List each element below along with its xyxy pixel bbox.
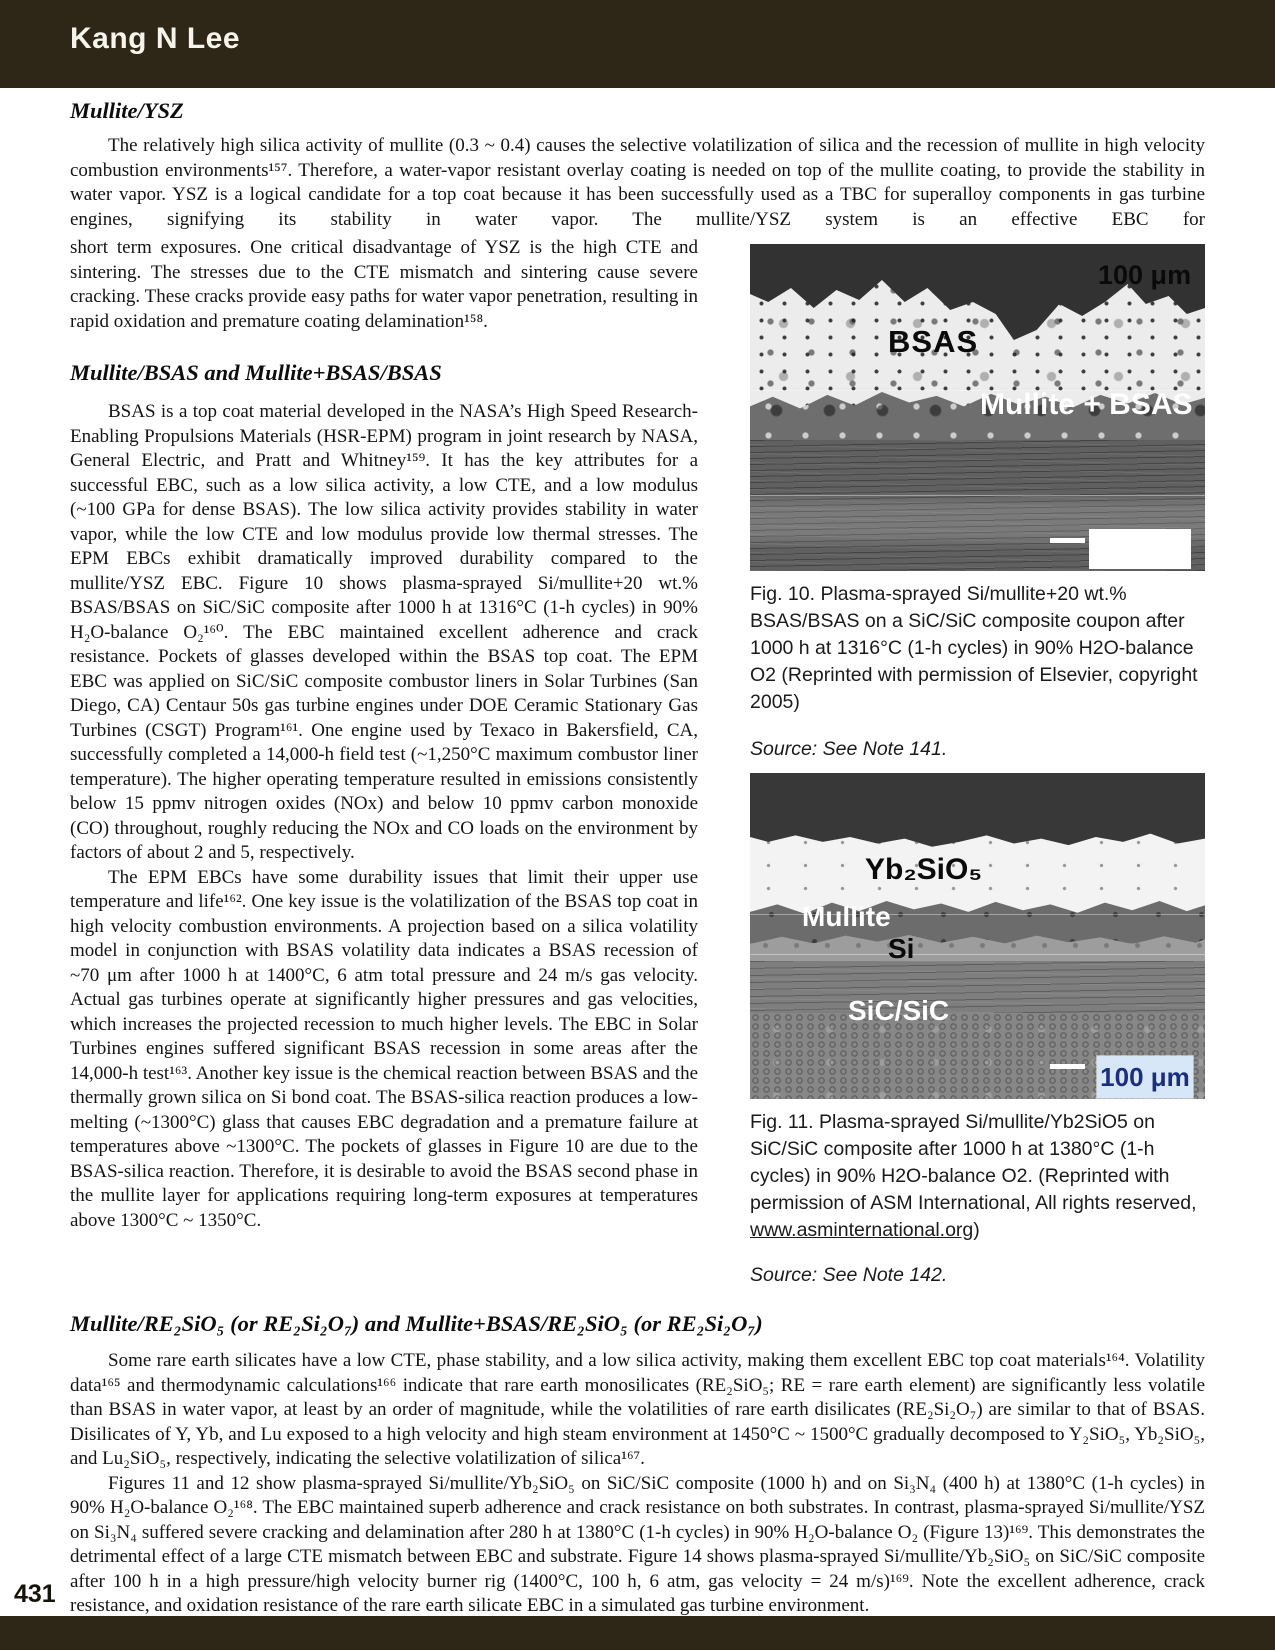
- paragraph-re-2: Figures 11 and 12 show plasma-sprayed Si/mullite/Yb₂SiO₅ on SiC/SiC composite (1000 h) and on Si₃N₄ (400 h) at 1380°C (1-h cycles) in 90% H₂O-balance O₂¹⁶⁸. The EBC maintained superb adherence and crack resistance on both substrates. In contrast, plasma-sprayed Si/mullite/YSZ on Si₃N₄ suffered severe cracking and delamination after 280 h at 1380°C (1-h cycles) in 90% H₂O-balance O₂ (Figure 13)¹⁶⁹. This demonstrates the detrimental effect of a large CTE mismatch between EBC and substrate. Figure 14 shows plasma-sprayed Si/mullite/Yb₂SiO₅ on SiC/SiC composite after 100 h in a high pressure/high velocity burner rig (1400°C, 100 h, 6 atm, gas velocity = 24 m/s)¹⁶⁹. Note the excellent adherence, crack resistance, and oxidation resistance of the rare earth silicate EBC in a simulated gas turbine environment.: [70, 1472, 1205, 1616]
- section-title-re-silicates: Mullite/RE₂SiO₅ (or RE₂Si₂O₇) and Mullite+BSAS/RE₂SiO₅ (or RE₂Si₂O₇): [70, 1311, 763, 1336]
- layer-label-bsas: BSAS: [888, 324, 979, 359]
- author-name: Kang N Lee: [70, 22, 241, 55]
- header-band: [0, 0, 1275, 88]
- paragraph-bsas-1: BSAS is a top coat material developed in the NASA’s High Speed Research-Enabling Propulsions Materials (HSR-EPM) program in joint research by NASA, General Electric, and Pratt and Whitney¹⁵⁹. It has the key attributes for a successful EBC, such as a low silica activity, a low CTE, and a low modulus (~100 GPa for dense BSAS). The low silica activity provides stability in water vapor, while the low CTE and low modulus provide low thermal stresses. The EPM EBCs exhibit dramatically improved durability compared to the mullite/YSZ EBC. Figure 10 shows plasma-sprayed Si/mullite+20 wt.% BSAS/BSAS on SiC/SiC composite after 1000 h at 1316°C (1-h cycles) in 90% H₂O-balance O₂¹⁶⁰. The EBC maintained excellent adherence and crack resistance. Pockets of glasses developed within the BSAS top coat. The EPM EBC was applied on SiC/SiC composite combustor liners in Solar Turbines (San Diego, CA) Centaur 50s gas turbine engines under DOE Ceramic Stationary Gas Turbines (CSGT) Program¹⁶¹. One engine used by Texaco in Bakersfield, CA, successfully completed a 14,000-h field test (~1,250°C maximum combustor liner temperature). The higher operating temperature resulted in emissions consistently below 15 ppmv nitrogen oxides (NOx) and below 10 ppmv carbon monoxide (CO) throughout, roughly reducing the NOx and CO loads on the environment by factors of about 2 and 5, respectively.: [70, 401, 698, 863]
- paragraph-bsas-2: The EPM EBCs have some durability issues that limit their upper use temperature and life¹⁶². One key issue is the volatilization of the BSAS top coat in high velocity combustion environments. A projection based on a silica volatility model in conjunction with BSAS volatility data indicates a BSAS recession of ~70 μm after 1000 h at 1400°C, 6 atm total pressure and 24 m/s gas velocity. Actual gas turbines operate at significantly higher pressures and gas velocities, which increases the projected recession to much higher levels. The EBC in Solar Turbines engines suffered significant BSAS recession in some areas after the 14,000-h test¹⁶³. Another key issue is the chemical reaction between BSAS and the thermally grown silica on Si bond coat. The BSAS-silica reaction produces a low-melting (~1300°C) glass that causes EBC degradation and a premature failure at temperatures above ~1300°C. The pockets of glasses in Figure 10 are due to the BSAS-silica reaction. Therefore, it is desirable to avoid the BSAS second phase in the mullite layer for applications requiring long-term exposures at temperatures above 1300°C ~ 1350°C.: [70, 866, 698, 1231]
- left-text-column: [70, 236, 698, 1287]
- figure-10-micrograph: [750, 244, 1205, 571]
- layer-label-sic-sic: SiC/SiC: [848, 995, 950, 1026]
- page-content: [70, 88, 1205, 1619]
- figure-11-caption-close: ): [973, 1219, 980, 1241]
- paragraph-re-1: Some rare earth silicates have a low CTE, phase stability, and a low silica activity, making them excellent EBC top coat materials¹⁶⁴. Volatility data¹⁶⁵ and thermodynamic calculations¹⁶⁶ indicate that rare earth monosilicates (RE₂SiO₅; RE = rare earth element) are significantly less volatile than BSAS in water vapor, at least by an order of magnitude, while the volatilities of rare earth disilicates (RE₂Si₂O₇) are similar to that of BSAS. Disilicates of Y, Yb, and Lu exposed to a high velocity and high steam environment at 1450°C ~ 1500°C gradually decomposed to Y₂SiO₅, Yb₂SiO₅, and Lu₂SiO₅, respectively, indicating the selective volatilization of silica¹⁶⁷.: [70, 1350, 1205, 1469]
- footer-band: [0, 1616, 1275, 1650]
- section-title-mullite-bsas: Mullite/BSAS and Mullite+BSAS/BSAS: [70, 360, 442, 385]
- scale-bar: [1050, 1064, 1085, 1069]
- artifact-hairline: [750, 495, 1205, 496]
- figure-column: [750, 236, 1205, 1287]
- layer-label-si: Si: [888, 933, 915, 964]
- figure-11-substrate-laminate: [750, 961, 1205, 1019]
- section-title-mullite-ysz: Mullite/YSZ: [70, 98, 184, 123]
- layer-label-mullite-bsas: Mullite + BSAS: [980, 388, 1193, 421]
- source-note-141: Source: See Note 141.: [750, 738, 948, 760]
- layer-label-mullite: Mullite: [802, 901, 891, 932]
- paragraph-mullite-ysz-intro: The relatively high silica activity of mullite (0.3 ~ 0.4) causes the selective volatilization of silica and the recession of mullite in high velocity combustion environments¹⁵⁷. Therefore, a water-vapor resistant overlay coating is needed on top of the mullite coating, to provide the stability in water vapor. YSZ is a logical candidate for a top coat because it has been successfully used as a TBC for superalloy components in gas turbine engines, signifying its stability in water vapor. The mullite/YSZ system is an effective EBC for: [70, 135, 1205, 230]
- figure-11-micrograph: [750, 773, 1205, 1099]
- blank-label-box: [1089, 529, 1191, 569]
- scale-label-box: [1097, 1056, 1193, 1098]
- scale-bar: [1050, 538, 1085, 543]
- figure-11-caption-text: Fig. 11. Plasma-sprayed Si/mullite/Yb2SiO5 on SiC/SiC composite after 1000 h at 1380°C (1-h cycles) in 90% H2O-balance O2. (Reprinted with permission of ASM International, All rights reserved,: [750, 1111, 1197, 1214]
- scale-label: 100 μm: [1100, 1061, 1190, 1092]
- page-number: 431: [14, 1580, 56, 1608]
- paragraph-mullite-ysz-wrap: short term exposures. One critical disadvantage of YSZ is the high CTE and sintering. The stresses due to the CTE mismatch and sintering cause severe cracking. These cracks provide easy paths for water vapor penetration, resulting in rapid oxidation and premature coating delamination¹⁵⁸.: [70, 237, 698, 332]
- artifact-hairline: [750, 954, 1205, 955]
- two-column-region: [70, 236, 1205, 1287]
- asminternational-link[interactable]: www.asminternational.org: [750, 1219, 974, 1241]
- figure-10-caption: Fig. 10. Plasma-sprayed Si/mullite+20 wt.% BSAS/BSAS on a SiC/SiC composite coupon after 1000 h at 1316°C (1-h cycles) in 90% H2O-balance O2 (Reprinted with permission of Elsevier, copyright 2005): [750, 583, 1198, 713]
- source-note-142: Source: See Note 142.: [750, 1264, 948, 1286]
- figure-11-caption: [750, 1109, 1205, 1244]
- layer-label-yb2sio5: Yb₂SiO₅: [865, 853, 983, 886]
- scale-label: 100 μm: [1098, 260, 1192, 290]
